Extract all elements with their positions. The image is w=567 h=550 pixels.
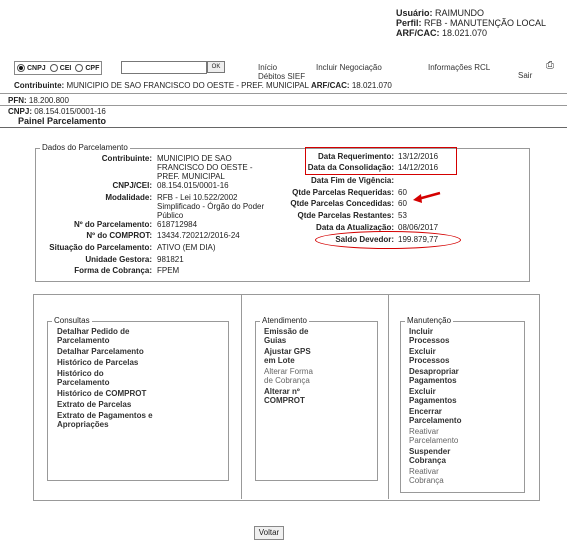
modalidade-label: Modalidade: (105, 193, 152, 202)
modalidade-value: RFB - Lei 10.522/2002 Simplificado - Órgão do Poder Público (157, 193, 265, 220)
data-atualizacao-label: Data da Atualização: (316, 223, 394, 232)
data-consolidacao-label: Data da Consolidação: (307, 163, 394, 172)
profile-value: RFB - MANUTENÇÃO LOCAL (424, 18, 547, 28)
qtde-restantes-value: 53 (398, 211, 407, 220)
desapropriar-pagamentos-link[interactable]: Desapropriar Pagamentos (409, 367, 459, 385)
search-input[interactable] (121, 61, 207, 74)
contrib-field-value: MUNICIPIO DE SAO FRANCISCO DO OESTE - PREF. MUNICIPAL (157, 154, 253, 181)
radio-cpf[interactable]: CPF (73, 64, 101, 72)
data-requerimento-value: 13/12/2016 (398, 152, 439, 161)
user-label: Usuário: (396, 8, 433, 18)
nparcelamento-label: Nº do Parcelamento: (73, 220, 152, 229)
voltar-button[interactable]: Voltar (254, 526, 284, 540)
qtde-requeridas-label: Qtde Parcelas Requeridas: (292, 188, 394, 197)
encerrar-parcelamento-link[interactable]: Encerrar Parcelamento (409, 407, 462, 425)
situacao-label: Situação do Parcelamento: (49, 243, 152, 252)
data-atualizacao-value: 08/06/2017 (398, 223, 439, 232)
pfn-line: PFN: 18.200.800 (8, 96, 69, 105)
qtde-concedidas-value: 60 (398, 199, 407, 208)
historico-parcelamento-link[interactable]: Histórico do Parcelamento (57, 369, 110, 387)
print-icon[interactable]: ⎙ (546, 60, 554, 71)
extrato-parcelas-link[interactable]: Extrato de Parcelas (57, 400, 132, 409)
atendimento-list (264, 327, 324, 405)
contrib-field-label: Contribuinte: (101, 154, 152, 163)
cnpj-line: CNPJ: 08.154.015/0001-16 (8, 107, 106, 116)
profile-label: Perfil: (396, 18, 422, 28)
alterar-comprot-link[interactable]: Alterar nº COMPROT (264, 387, 305, 405)
manutencao-list (409, 327, 471, 485)
qtde-concedidas-label: Qtde Parcelas Concedidas: (290, 199, 394, 208)
nav-inicio[interactable]: Início (258, 63, 278, 72)
comprot-label: Nº do COMPROT: (86, 231, 152, 240)
radio-cei[interactable]: CEI (48, 64, 74, 72)
atendimento-legend: Atendimento (262, 316, 307, 325)
excluir-pagamentos-link[interactable]: Excluir Pagamentos (409, 387, 457, 405)
contrib-line (14, 81, 392, 90)
consultas-legend: Consultas (54, 316, 90, 325)
user-value: RAIMUNDO (435, 8, 485, 18)
saldo-label: Saldo Devedor: (335, 235, 394, 244)
user-info (396, 8, 546, 38)
contrib-arf-label: ARF/CAC: (310, 81, 350, 90)
divider (388, 294, 389, 499)
nav-informacoes-rcl[interactable]: Informações RCL (428, 63, 491, 72)
red-arrow-icon (412, 191, 442, 205)
historico-comprot-link[interactable]: Histórico de COMPROT (57, 389, 147, 398)
document-type-selector (14, 61, 102, 75)
ajustar-gps-link[interactable]: Ajustar GPS em Lote (264, 347, 311, 365)
nparcelamento-value: 618712984 (157, 220, 198, 229)
alterar-forma-cobranca-link: Alterar Forma de Cobrança (264, 367, 313, 385)
reativar-cobranca-link: Reativar Cobrança (409, 467, 444, 485)
qtde-requeridas-value: 60 (398, 188, 407, 197)
comprot-value: 13434.720212/2016-24 (157, 231, 240, 240)
data-requerimento-label: Data Requerimento: (317, 152, 394, 161)
suspender-cobranca-link[interactable]: Suspender Cobrança (409, 447, 451, 465)
excluir-processos-link[interactable]: Excluir Processos (409, 347, 450, 365)
ok-button[interactable]: OK (207, 61, 225, 73)
divider (241, 294, 242, 499)
detalhar-parcelamento-link[interactable]: Detalhar Parcelamento (57, 347, 144, 356)
reativar-parcelamento-link: Reativar Parcelamento (409, 427, 459, 445)
nav-sair[interactable]: Sair (518, 71, 533, 80)
qtde-restantes-label: Qtde Parcelas Restantes: (297, 211, 394, 220)
data-consolidacao-value: 14/12/2016 (398, 163, 439, 172)
saldo-value: 199.879,77 (398, 235, 439, 244)
unidade-label: Unidade Gestora: (85, 255, 152, 264)
radio-cnpj[interactable]: CNPJ (15, 64, 48, 72)
cobranca-label: Forma de Cobrança: (74, 266, 152, 275)
incluir-processos-link[interactable]: Incluir Processos (409, 327, 450, 345)
detalhar-pedido-link[interactable]: Detalhar Pedido de Parcelamento (57, 327, 130, 345)
cnpj-field-value: 08.154.015/0001-16 (157, 181, 229, 190)
extrato-pagamentos-link[interactable]: Extrato de Pagamentos e Apropriações (57, 411, 153, 429)
cobranca-value: FPEM (157, 266, 180, 275)
contrib-arf-value: 18.021.070 (351, 81, 392, 90)
nav-debitos-sief[interactable]: Débitos SIEF (258, 72, 306, 81)
page-title: Painel Parcelamento (18, 116, 107, 126)
divider (0, 93, 567, 94)
situacao-value: ATIVO (EM DIA) (157, 243, 216, 252)
divider (0, 127, 567, 128)
manutencao-legend: Manutenção (407, 316, 452, 325)
divider (0, 105, 567, 106)
nav-incluir-negociacao[interactable]: Incluir Negociação (316, 63, 382, 72)
contrib-label: Contribuinte: (14, 81, 65, 90)
dados-legend: Dados do Parcelamento (42, 143, 128, 152)
historico-parcelas-link[interactable]: Histórico de Parcelas (57, 358, 139, 367)
unidade-value: 981821 (157, 255, 184, 264)
emissao-guias-link[interactable]: Emissão de Guias (264, 327, 309, 345)
consultas-list (57, 327, 157, 429)
cnpj-field-label: CNPJ/CEI: (112, 181, 152, 190)
arf-value: 18.021.070 (442, 28, 488, 38)
arf-label: ARF/CAC: (396, 28, 440, 38)
contrib-value: MUNICIPIO DE SAO FRANCISCO DO OESTE - PREF. MUNICIPAL (66, 81, 309, 90)
data-fim-label: Data Fim de Vigência: (311, 176, 394, 185)
